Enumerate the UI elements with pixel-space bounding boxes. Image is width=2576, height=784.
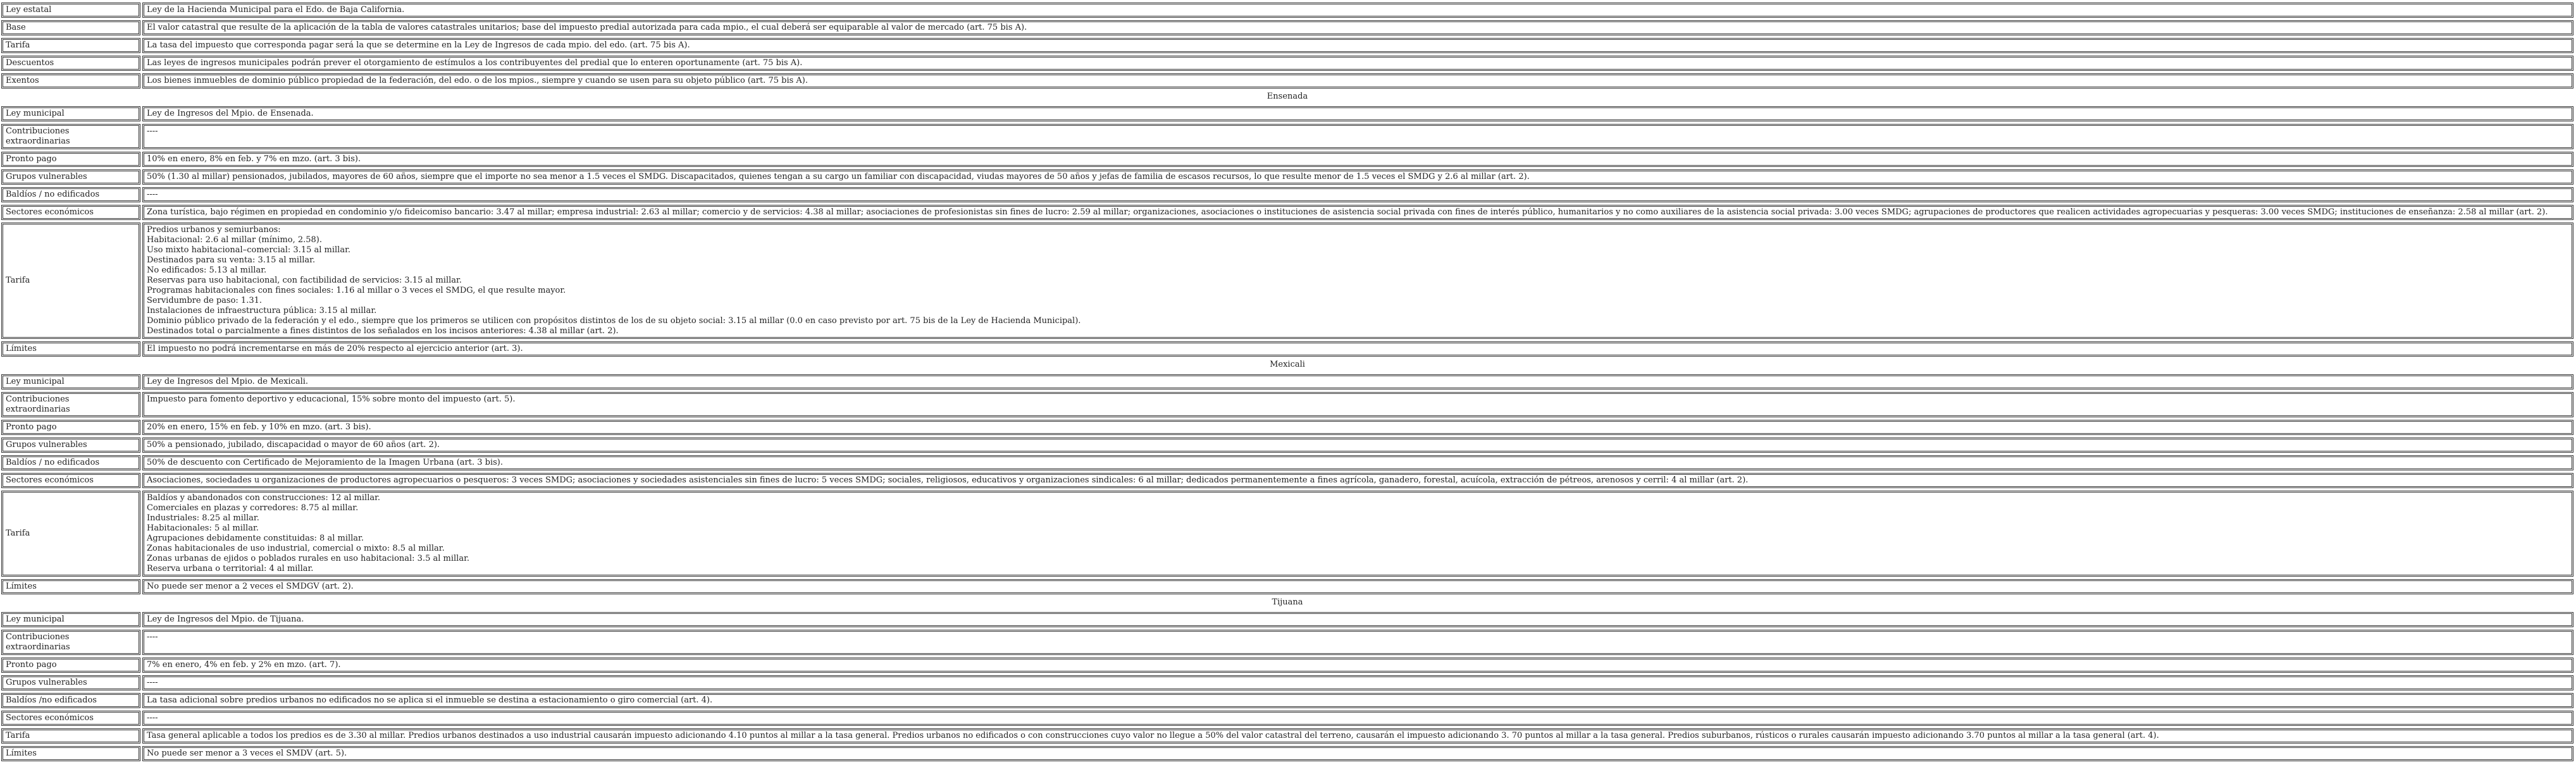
table-row bbox=[1, 223, 2573, 339]
row-label: Descuentos bbox=[1, 56, 140, 71]
row-label: Grupos vulnerables bbox=[1, 169, 140, 185]
table-row bbox=[1, 152, 2573, 167]
row-value: 20% en enero, 15% en feb. y 10% en mzo. (art. 3 bis). bbox=[142, 420, 2573, 435]
row-value: Ley de Ingresos del Mpio. de Tijuana. bbox=[142, 612, 2573, 627]
row-label: Tarifa bbox=[1, 728, 140, 744]
table-row bbox=[1, 56, 2573, 71]
row-value: Baldíos y abandonados con construcciones: 12 al millar. Comerciales en plazas y corredores: 8.75 al millar. Industriales: 8.25 al millar. Habitacionales: 5 al millar. Agrupaciones debidamente constituidas: 8 al millar. Zonas habitacionales de uso industrial, comercial o mixto: 8.5 al millar. Zonas urbanas de ejidos o poblados rurales en uso habitacional: 3.5 al millar. Reserva urbana o territorial: 4 al millar. bbox=[142, 491, 2573, 577]
section-tijuana bbox=[1, 597, 2573, 761]
table-row bbox=[1, 693, 2573, 708]
row-value: 50% (1.30 al millar) pensionados, jubilados, mayores de 60 años, siempre que el importe no sea menor a 1.5 veces el SMDG. Discapacitados, quienes tengan a su cargo un familiar con discapacidad, viudas mayores de 50 años y jefas de familia de escasos recursos, lo que resulte menor de 1.5 veces el SMDG y 2.6 al millar (art. 2). bbox=[142, 169, 2573, 185]
section-heading: Mexicali bbox=[1270, 360, 1305, 369]
row-label: Baldíos / no edificados bbox=[1, 455, 140, 470]
row-value: 50% a pensionado, jubilado, discapacidad o mayor de 60 años (art. 2). bbox=[142, 438, 2573, 453]
table-row bbox=[1, 187, 2573, 202]
table-row bbox=[1, 3, 2573, 18]
row-label: Base bbox=[1, 20, 140, 35]
row-value: Ley de la Hacienda Municipal para el Edo. de Baja California. bbox=[142, 3, 2573, 18]
row-label: Tarifa bbox=[1, 491, 140, 577]
row-value: La tasa adicional sobre predios urbanos no edificados no se aplica si el inmueble se destina a estacionamiento o giro comercial (art. 4). bbox=[142, 693, 2573, 708]
row-label: Límites bbox=[1, 579, 140, 594]
row-label: Ley municipal bbox=[1, 106, 140, 121]
predial-tax-document bbox=[1, 3, 2573, 764]
table-row bbox=[1, 341, 2573, 357]
row-label: Baldíos / no edificados bbox=[1, 187, 140, 202]
row-label: Ley municipal bbox=[1, 374, 140, 389]
row-label: Límites bbox=[1, 341, 140, 357]
row-label: Tarifa bbox=[1, 223, 140, 339]
table-row bbox=[1, 106, 2573, 121]
row-value: El impuesto no podrá incrementarse en más de 20% respecto al ejercicio anterior (art. 3). bbox=[142, 341, 2573, 357]
row-label: Pronto pago bbox=[1, 658, 140, 673]
row-label: Tarifa bbox=[1, 38, 140, 53]
section-ensenada bbox=[1, 91, 2573, 357]
row-label: Grupos vulnerables bbox=[1, 675, 140, 690]
row-label: Baldíos /no edificados bbox=[1, 693, 140, 708]
table-row bbox=[1, 392, 2573, 417]
row-label: Contribuciones extraordinarias bbox=[1, 124, 140, 149]
table-row bbox=[1, 20, 2573, 35]
row-label: Sectores económicos bbox=[1, 711, 140, 726]
row-value: Ley de Ingresos del Mpio. de Mexicali. bbox=[142, 374, 2573, 389]
row-label: Sectores económicos bbox=[1, 205, 140, 220]
row-value: Asociaciones, sociedades u organizaciones de productores agropecuarios o pesqueros: 3 veces SMDG; asociaciones y sociedades asistenciales sin fines de lucro: 5 veces SMDG; sociales, religiosos, educativos y organizaciones sindicales: 6 al millar; dedicados permanentemente a fines agrícola, ganadero, forestal, acuícola, extracción de pétreos, arenosos y cerril: 4 al millar (art. 2). bbox=[142, 473, 2573, 488]
row-label: Ley municipal bbox=[1, 612, 140, 627]
row-value: ---- bbox=[142, 187, 2573, 202]
row-value: El valor catastral que resulte de la aplicación de la tabla de valores catastrales unitarios; base del impuesto predial autorizada para cada mpio., el cual deberá ser equiparable al valor de mercado (art. 75 bis A). bbox=[142, 20, 2573, 35]
section-heading: Tijuana bbox=[1272, 597, 1303, 607]
row-value: Zona turística, bajo régimen en propiedad en condominio y/o fideicomiso bancario: 3.47 al millar; empresa industrial: 2.63 al millar; comercio y de servicios: 4.38 al millar; asociaciones de profesionistas sin fines de lucro: 2.59 al millar; organizaciones, asociaciones o instituciones de asistencia social privada con fines de interés público, humanitarios y no como auxiliares de la asistencia social privada: 3.00 veces SMDG; agrupaciones de productores que realicen actividades agropecuarias y pesqueras: 3.00 veces SMDG; instituciones de enseñanza: 2.58 al millar (art. 2). bbox=[142, 205, 2573, 220]
table-row bbox=[1, 124, 2573, 149]
row-label: Pronto pago bbox=[1, 420, 140, 435]
table-row bbox=[1, 746, 2573, 761]
row-value: Predios urbanos y semiurbanos: Habitacional: 2.6 al millar (mínimo, 2.58). Uso mixto habitacional–comercial: 3.15 al millar. Destinados para su venta: 3.15 al millar. No edificados: 5.13 al millar. Reservas para uso habitacional, con factibilidad de servicios: 3.15 al millar. Programas habitacionales con fines sociales: 1.16 al millar o 3 veces el SMDG, el que resulte mayor. Servidumbre de paso: 1.31. Instalaciones de infraestructura pública: 3.15 al millar. Dominio público privado de la federación y el edo., siempre que los primeros se utilicen con propósitos distintos de los de su objeto social: 3.15 al millar (0.0 en caso previsto por art. 75 bis de la Ley de Hacienda Municipal). Destinados total o parcialmente a fines distintos de los señalados en los incisos anteriores: 4.38 al millar (art. 2). bbox=[142, 223, 2573, 339]
table-row bbox=[1, 169, 2573, 185]
state-law-table bbox=[1, 3, 2573, 89]
row-value: ---- bbox=[142, 630, 2573, 655]
row-value: No puede ser menor a 2 veces el SMDGV (art. 2). bbox=[142, 579, 2573, 594]
row-label: Pronto pago bbox=[1, 152, 140, 167]
table-row bbox=[1, 630, 2573, 655]
row-label: Contribuciones extraordinarias bbox=[1, 392, 140, 417]
row-value: ---- bbox=[142, 675, 2573, 690]
table-row bbox=[1, 711, 2573, 726]
table-row bbox=[1, 73, 2573, 89]
section-heading: Ensenada bbox=[1266, 92, 1308, 101]
table-row bbox=[1, 612, 2573, 627]
row-value: Las leyes de ingresos municipales podrán prever el otorgamiento de estímulos a los contribuyentes del predial que lo enteren oportunamente (art. 75 bis A). bbox=[142, 56, 2573, 71]
table-row bbox=[1, 658, 2573, 673]
row-value: La tasa del impuesto que corresponda pagar será la que se determine en la Ley de Ingresos de cada mpio. del edo. (art. 75 bis A). bbox=[142, 38, 2573, 53]
table-row bbox=[1, 579, 2573, 594]
row-label: Sectores económicos bbox=[1, 473, 140, 488]
row-value: Impuesto para fomento deportivo y educacional, 15% sobre monto del impuesto (art. 5). bbox=[142, 392, 2573, 417]
row-value: ---- bbox=[142, 711, 2573, 726]
section-mexicali bbox=[1, 359, 2573, 594]
row-value: 50% de descuento con Certificado de Mejoramiento de la Imagen Urbana (art. 3 bis). bbox=[142, 455, 2573, 470]
row-value: Tasa general aplicable a todos los predios es de 3.30 al millar. Predios urbanos destinados a uso industrial causarán impuesto adicionando 4.10 puntos al millar a la tasa general. Predios urbanos no edificados o con construcciones cuyo valor no llegue a 50% del valor catastral del terreno, causarán el impuesto adicionando 3. 70 puntos al millar a la tasa general. Predios suburbanos, rústicos o rurales causarán impuesto adicionando 3.70 puntos al millar a la tasa general (art. 4). bbox=[142, 728, 2573, 744]
row-value: Ley de Ingresos del Mpio. de Ensenada. bbox=[142, 106, 2573, 121]
row-label: Grupos vulnerables bbox=[1, 438, 140, 453]
row-value: Los bienes inmuebles de dominio público propiedad de la federación, del edo. o de los mpios., siempre y cuando se usen para su objeto público (art. 75 bis A). bbox=[142, 73, 2573, 89]
row-label: Contribuciones extraordinarias bbox=[1, 630, 140, 655]
table-row bbox=[1, 728, 2573, 744]
row-value: 10% en enero, 8% en feb. y 7% en mzo. (art. 3 bis). bbox=[142, 152, 2573, 167]
row-label: Ley estatal bbox=[1, 3, 140, 18]
table-row bbox=[1, 455, 2573, 470]
row-label: Exentos bbox=[1, 73, 140, 89]
table-row bbox=[1, 473, 2573, 488]
table-row bbox=[1, 374, 2573, 389]
table-row bbox=[1, 420, 2573, 435]
table-row bbox=[1, 491, 2573, 577]
row-value: ---- bbox=[142, 124, 2573, 149]
row-label: Límites bbox=[1, 746, 140, 761]
row-value: No puede ser menor a 3 veces el SMDV (art. 5). bbox=[142, 746, 2573, 761]
table-row bbox=[1, 38, 2573, 53]
table-row bbox=[1, 205, 2573, 220]
table-row bbox=[1, 438, 2573, 453]
row-value: 7% en enero, 4% en feb. y 2% en mzo. (art. 7). bbox=[142, 658, 2573, 673]
table-row bbox=[1, 675, 2573, 690]
